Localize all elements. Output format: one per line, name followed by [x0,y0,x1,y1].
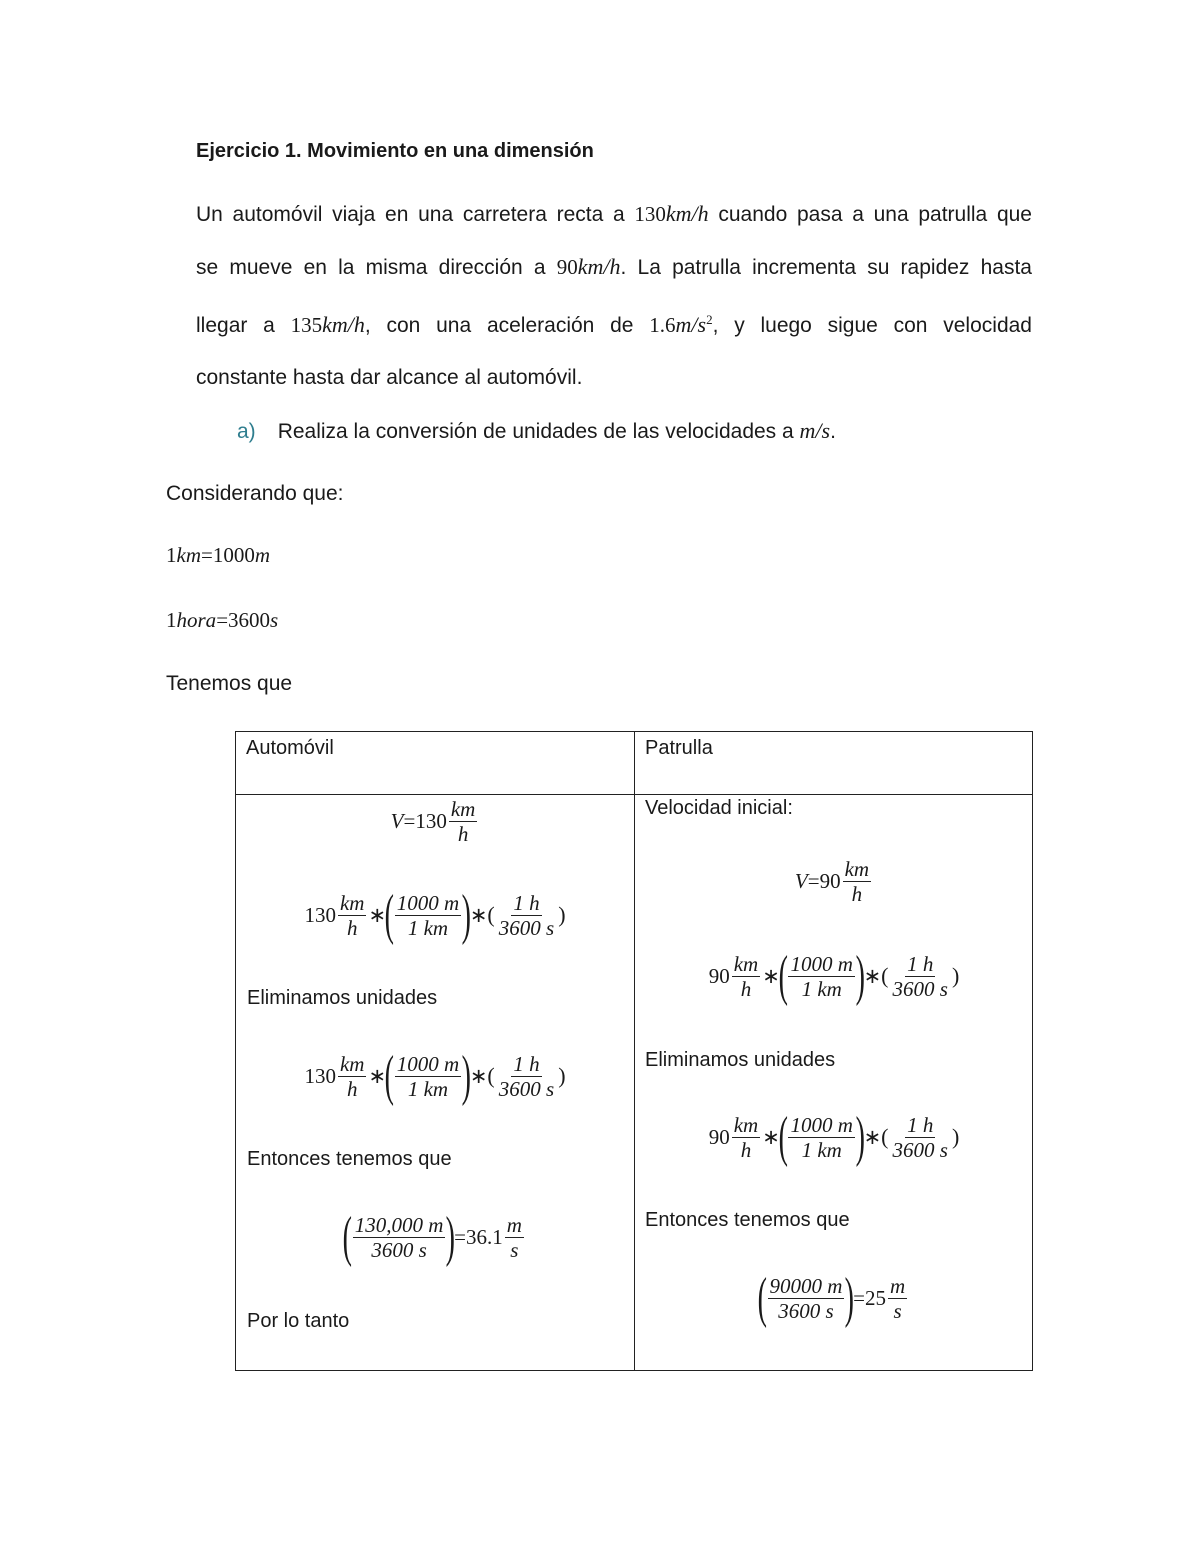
auto-velocity-eq: V =130 $\frac{km}{h}$ [390,797,476,846]
considering-label: Considerando que: [166,482,344,505]
auto-then-label: Entonces tenemos que [247,1148,452,1170]
problem-statement [196,188,1032,404]
equivalence-hora: 1hora=3600s [166,608,279,632]
auto-conversion-eq: 130 $\frac{km}{h}$ ∗ ( $\frac{1000 m}{1 km}$ ) ∗ ( $\frac{1 h}{3600 s}$ ) [304,884,566,946]
problem-line-4: constante hasta dar alcance al automóvil. [196,366,583,389]
table-header-right: Patrulla [635,732,1033,795]
auto-eliminate-label: Eliminamos unidades [247,987,438,1009]
question-a-letter: a) [237,420,256,443]
automovil-cell [236,795,635,1371]
patrol-conversion-eq: 90 $\frac{km}{h}$ ∗ ( $\frac{1000 m}{1 km}$ ) ∗ ( $\frac{1 h}{3600 s}$ ) [708,945,960,1007]
patrol-velocity-eq: V =90 $\frac{km}{h}$ [794,857,870,906]
conversion-table [235,731,1033,1371]
tenemos-label: Tenemos que [166,672,293,695]
question-a: a) Realiza la conversión de unidades de las velocidades a m/s. [237,418,836,443]
problem-line-1: Un automóvil viaja en una carretera recta a 130km/h cuando pasa a una patrulla que [196,201,1032,226]
equivalence-km: 1km=1000m [166,543,271,567]
patrol-then-label: Entonces tenemos que [645,1209,850,1231]
exercise-title: Ejercicio 1. Movimiento en una dimensión [196,140,594,162]
patrol-eliminate-eq: 90 $\frac{km}{h}$ ∗ ( $\frac{1000 m}{1 km}$ ) ∗ ( $\frac{1 h}{3600 s}$ ) [708,1106,960,1168]
patrulla-cell [635,795,1033,1371]
patrol-eliminate-label: Eliminamos unidades [645,1049,836,1071]
patrol-initial-label: Velocidad inicial: [645,797,793,819]
problem-line-3: llegar a 135km/h, con una aceleración de $1.6m/s^2$, y luego sigue con velocidad [196,312,1032,337]
patrol-result-eq: ( $\frac{90000 m}{3600 s}$ ) =25 $\frac{m}{s}$ [757,1267,906,1329]
auto-eliminate-eq: 130 $\frac{km}{h}$ ∗ ( $\frac{1000 m}{1 km}$ ) ∗ ( $\frac{1 h}{3600 s}$ ) [304,1045,566,1107]
auto-result-eq: ( $\frac{130,000 m}{3600 s}$ ) =36.1 $\frac{m}{s}$ [342,1206,522,1268]
table-header-left: Automóvil [236,732,635,795]
problem-line-2: se mueve en la misma dirección a 90km/h. La patrulla incrementa su rapidez hasta [196,254,1032,279]
auto-therefore-label: Por lo tanto [247,1310,350,1332]
